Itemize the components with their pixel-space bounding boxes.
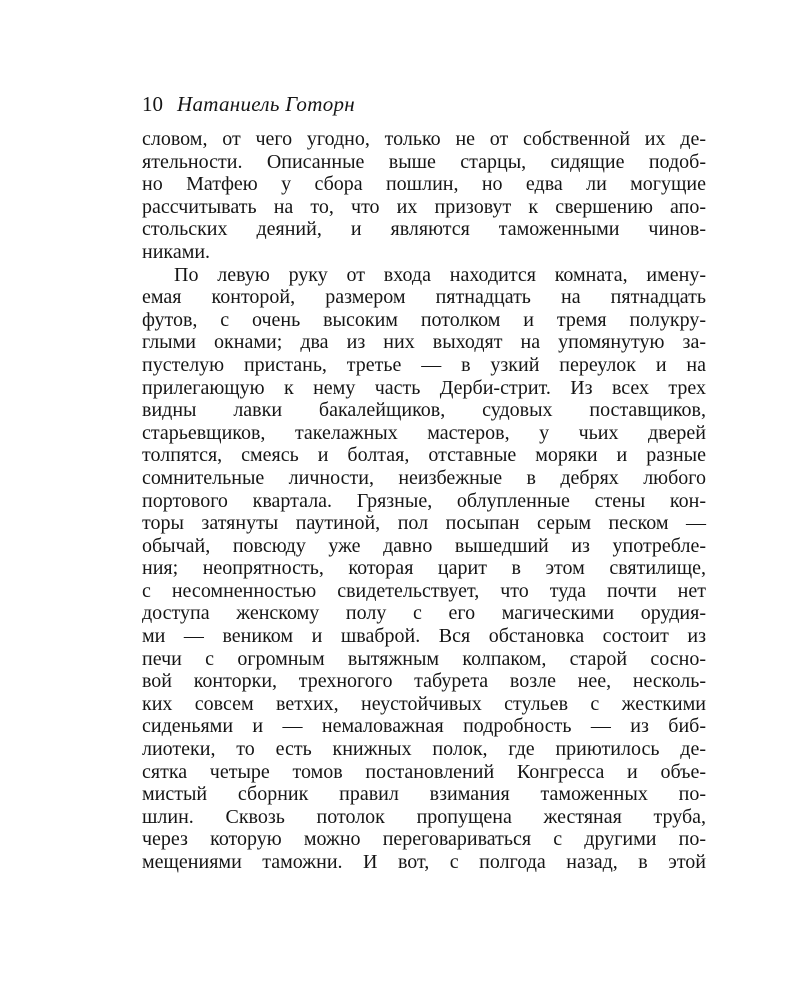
text-line: емая конторой, размером пятнадцать на пятнадцать — [142, 286, 706, 309]
text-line: сомнительные личности, неизбежные в дебрях любого — [142, 466, 706, 489]
text-line: мещениями таможни. И вот, с полгода назад, в этой — [142, 851, 706, 873]
text-line: доступа женскому полу с его магическими орудия- — [142, 602, 706, 625]
paragraph — [142, 264, 706, 874]
text-line: лиотеки, то есть книжных полок, где приютилось де- — [142, 738, 706, 761]
text-line: ния; неопрятность, которая царит в этом святилище, — [142, 557, 706, 580]
text-line: прилегающую к нему часть Дерби-стрит. Из всех трех — [142, 376, 706, 399]
text-line: вой конторки, трехногого табурета возле нее, несколь- — [142, 670, 706, 693]
text-line: толпятся, смеясь и болтая, отставные моряки и разные — [142, 444, 706, 467]
text-line: пустелую пристань, третье — в узкий переулок и на — [142, 353, 706, 376]
text-line: торы затянуты паутиной, пол посыпан серым песком — — [142, 512, 706, 535]
text-line: футов, с очень высоким потолком и тремя полукру- — [142, 308, 706, 331]
text-line: По левую руку от входа находится комната, имену- — [174, 263, 706, 286]
text-line: глыми окнами; два из них выходят на упомянутую за- — [142, 331, 706, 354]
running-header — [142, 90, 355, 118]
text-line: печи с огромным вытяжным колпаком, старой сосно- — [142, 647, 706, 670]
text-line: стольских деяний, и являются таможенными чинов- — [142, 218, 706, 241]
text-line: обычай, повсюду уже давно вышедший из употребле- — [142, 534, 706, 557]
text-line: старьевщиков, такелажных мастеров, у чьих дверей — [142, 421, 706, 444]
text-line: ми — веником и шваброй. Вся обстановка состоит из — [142, 625, 706, 648]
page-number: 10 — [142, 92, 163, 116]
text-line: сятка четыре томов постановлений Конгресса и объе- — [142, 760, 706, 783]
text-line: с несомненностью свидетельствует, что туда почти нет — [142, 579, 706, 602]
text-line: ких совсем ветхих, неустойчивых стульев с жесткими — [142, 692, 706, 715]
text-line: мистый сборник правил взимания таможенных по- — [142, 783, 706, 806]
text-line: ятельности. Описанные выше старцы, сидящие подоб- — [142, 150, 706, 173]
text-line: никами. — [142, 240, 211, 263]
text-line: сиденьями и — немаловажная подробность — из биб- — [142, 715, 706, 738]
text-line: через которую можно переговариваться с другими по- — [142, 828, 706, 851]
text-line: рассчитывать на то, что их призовут к свершению апо- — [142, 195, 706, 218]
body-text — [142, 128, 706, 874]
text-line: портового квартала. Грязные, облупленные стены кон- — [142, 489, 706, 512]
paragraph — [142, 128, 706, 264]
running-title: Натаниель Готорн — [177, 92, 356, 116]
text-line: словом, от чего угодно, только не от собственной их де- — [142, 128, 706, 150]
text-line: но Матфею у сбора пошлин, но едва ли могущие — [142, 173, 706, 196]
text-line: видны лавки бакалейщиков, судовых поставщиков, — [142, 399, 706, 422]
text-line: шлин. Сквозь потолок пропущена жестяная труба, — [142, 805, 706, 828]
